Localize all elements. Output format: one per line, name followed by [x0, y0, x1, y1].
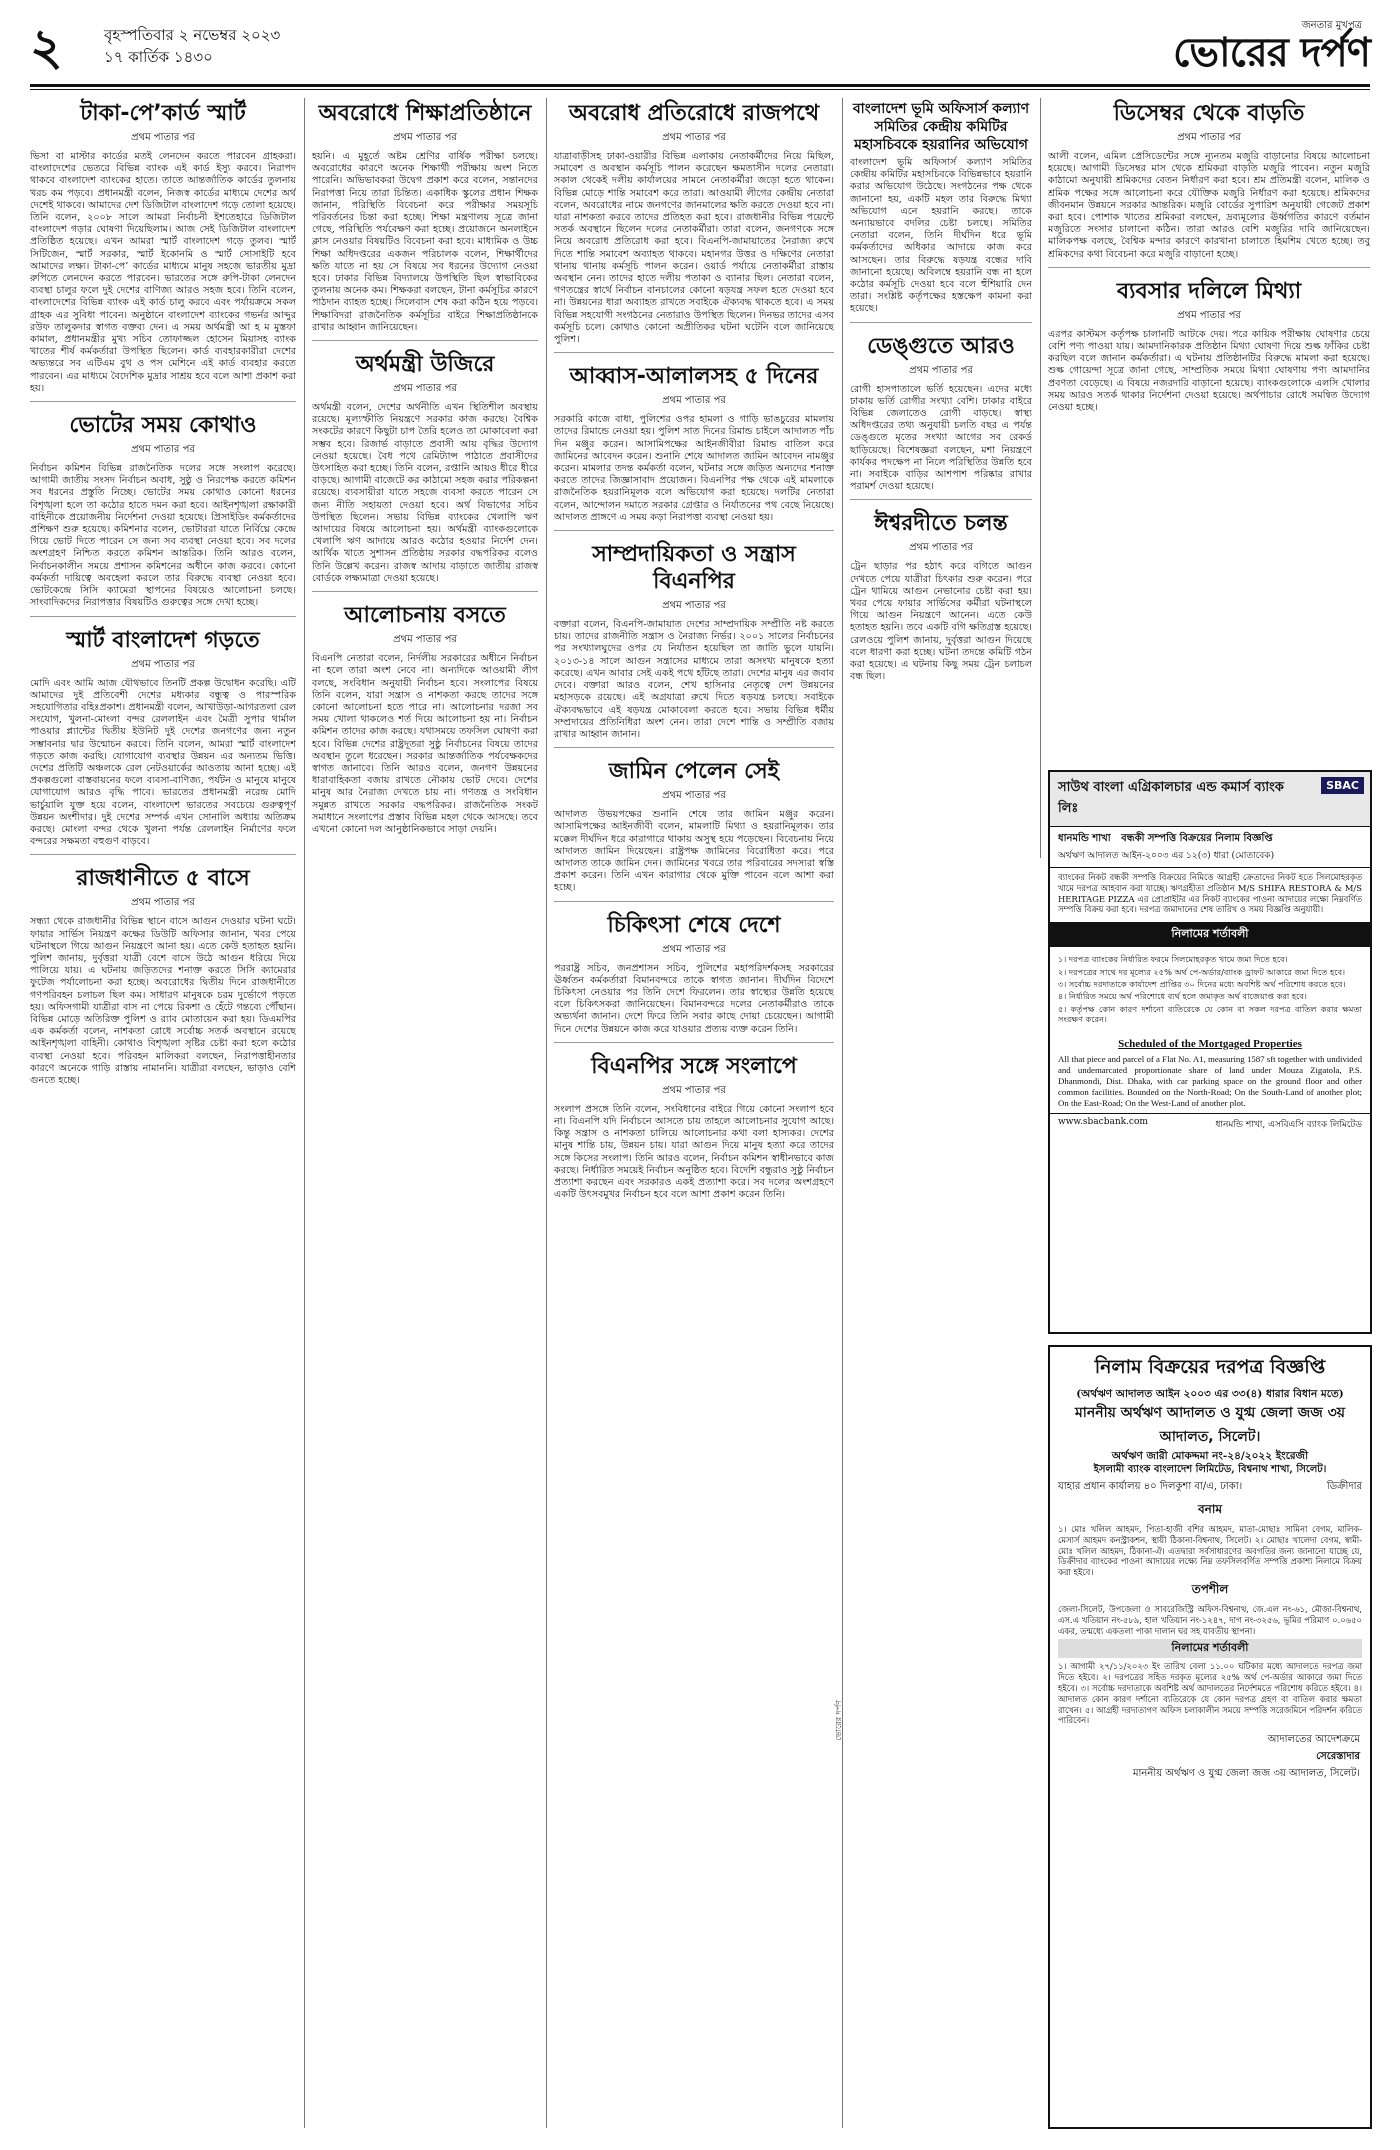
headline: বাংলাদেশ ভূমি অফিসার্স কল্যাণ সমিতির কেন্দ্রীয় কমিটির মহাসচিবকে হয়রানির অভিযোগ	[852, 101, 1030, 153]
terms-title: নিলামের শর্তাবলী	[1058, 1639, 1362, 1658]
bank-auction-notice	[1048, 770, 1372, 1334]
versus-label: বনাম	[1198, 1502, 1222, 1516]
story-body: পররাষ্ট্র সচিব, জনপ্রশাসন সচিব, পুলিশের মহাপরিদর্শকসহ সরকারের ঊর্ধ্বতন কর্মকর্তারা বিমানবন্দরে তাকে স্বাগত জানান। দীর্ঘদিন বিদেশে চিকিৎসা নেওয়ার পর তিনি দেশে ফিরলেন। তার স্বাস্থ্যের উন্নতি হয়েছে বলে চিকিৎসকরা জানিয়েছেন। বিমানবন্দরে দলের নেতাকর্মীরাও তাকে অভ্যর্থনা জানান। দেশে ফিরে তিনি সবার কাছে দোয়া চেয়েছেন। আগামী দিনে দেশের উন্নয়নে কাজ করে যাওয়ার প্রত্যয় ব্যক্ত করেন তিনি।	[554, 962, 834, 1035]
story-body: যাত্রাবাড়ীসহ ঢাকা-ওয়ারীর বিভিন্ন এলাকায় নেতাকর্মীদের নিয়ে মিছিল, সমাবেশ ও অবস্থান কর্মসূচি পালন করেছেন ক্ষমতাসীন দলের নেতারা। সকাল থেকেই দলীয় কার্যালয়ের সামনে নেতাকর্মীরা জড়ো হতে থাকেন। বিভিন্ন মোড়ে শান্তি সমাবেশ করে তারা। আওয়ামী লীগের কেন্দ্রীয় নেতারা বলেন, অবরোধের নামে জনগণের জানমালের ক্ষতি করতে দেওয়া হবে না। যারা নাশকতা করবে তাদের প্রতিহত করা হবে। রাজধানীর বিভিন্ন পয়েন্টে সতর্ক অবস্থানে ছিলেন দলের নেতাকর্মীরা। তারা বলেন, জনগণকে সঙ্গে নিয়ে অবরোধ প্রতিরোধ করা হবে। বিএনপি-জামায়াতের নৈরাজ্য রুখে দিতে শান্তি সমাবেশ অব্যাহত থাকবে। মহানগর উত্তর ও দক্ষিণের নেতারা থানায় থানায় কর্মসূচি পালন করেন। ওয়ার্ড পর্যায়ে নেতাকর্মীরা রাস্তায় অবস্থান নেন। তাদের হাতে দলীয় পতাকা ও ব্যানার ছিল। নেতারা বলেন, গণতন্ত্রের স্বার্থে নির্বাচন বানচালের কোনো ষড়যন্ত্র সফল হতে দেওয়া হবে না। উন্নয়নের ধারা অব্যাহত রাখতে সবাইকে ঐক্যবদ্ধ থাকতে হবে। এ সময় বিভিন্ন সহযোগী সংগঠনের নেতারাও উপস্থিত ছিলেন। দিনভর তাদের এসব কর্মসূচি চলে। কোথাও কোনো অপ্রীতিকর ঘটনা ঘটেনি বলে জানিয়েছে পুলিশ।	[554, 151, 834, 346]
headline: রাজধানীতে ৫ বাসে	[76, 866, 250, 892]
continuation-label: প্রথম পাতার পর	[662, 600, 726, 612]
headline: সাম্প্রদায়িকতা ও সন্ত্রাস বিএনপির	[592, 542, 796, 595]
continuation-label: প্রথম পাতার পর	[131, 444, 195, 456]
headline: স্মার্ট বাংলাদেশ গড়তে	[66, 627, 260, 653]
headline: ডেঙ্গুতে আরও	[867, 333, 1015, 359]
schedule-body: জেলা-সিলেট, উপজেলা ও সাবরেজিস্ট্রি অফিস-বিশ্বনাথ, জে.এল নং-৬১, মৌজা-বিশ্বনাথ, এস.এ খতিয়ান নং-৫৮৯, হাল খতিয়ান নং-১২৪৭, দাগ নং-৩২৫৬, ভূমির পরিমাণ ০.০৬৫০ একর, তন্মধ্যে একতলা পাকা দালান ঘর সহ যাবতীয় স্থাপনা।	[1058, 1603, 1362, 1636]
continuation-label: প্রথম পাতার পর	[393, 132, 457, 143]
notice-title: নিলাম বিক্রয়ের দরপত্র বিজ্ঞপ্তি	[1094, 1356, 1326, 1378]
sign-court: মাননীয় অর্থঋণ ও যুগ্ম জেলা জজ ৩য় আদালত, সিলেট।	[1132, 1768, 1360, 1780]
story-blockade-education	[312, 100, 538, 341]
term-item: ১। দরপত্র ব্যাংকের নির্ধারিত ফরমে সিলমোহরকৃত খামে জমা দিতে হবে।	[1058, 954, 1288, 965]
continuation-label: প্রথম পাতার পর	[131, 897, 195, 909]
continuation-label: প্রথম পাতার পর	[1177, 309, 1241, 321]
bank-website-link[interactable]: www.sbacbank.com	[1058, 1116, 1148, 1127]
terms-title: নিলামের শর্তাবলী	[1050, 922, 1370, 947]
property-schedule	[1050, 1031, 1370, 1113]
headline: বিএনপির সঙ্গে সংলাপে	[591, 1053, 797, 1079]
bank-name	[1050, 772, 1370, 827]
column-1	[30, 98, 296, 2128]
continuation-label: প্রথম পাতার পর	[662, 1084, 726, 1096]
schedule-body: All that piece and parcel of a Flat No. A1, measuring 1587 sft together with undivided and undemarcated proportionate share of land under Mouza Zigatola, P.S. Dhanmondi, Dist. Dhaka, with car parking space on the ground floor and other common facilities. Bounded on the North-Road; On the South-Land of another plot; On the East-Road; On the West-Land of another plot.	[1058, 1053, 1362, 1108]
story-body: আদালত উভয়পক্ষের শুনানি শেষে তার জামিন মঞ্জুর করেন। আসামিপক্ষের আইনজীবী বলেন, মামলাটি মিথ্যা ও হয়রানিমূলক। তার মক্কেল দীর্ঘদিন ধরে কারাগারে থাকায় অসুস্থ হয়ে পড়েছেন। বিবেচনায় নিয়ে আদালত জামিন দিয়েছেন। রাষ্ট্রপক্ষ জামিনের বিরোধিতা করে। পরে আদালত তাকে জামিন দেন। জামিনের খবরে তার পরিবারের সদস্যরা স্বস্তি প্রকাশ করেন। তিনি এখন কারাগার থেকে মুক্তি পাবেন বলে আশা করা হচ্ছে।	[554, 809, 834, 894]
story-vote-time	[30, 412, 296, 616]
story-body: আলী বলেন, এমিল প্রেসিডেন্টের সঙ্গে ন্যূনতম মজুরি বাড়ানোর বিষয়ে আলোচনা হয়েছে। আগামী ডিসেম্বর মাস থেকে শ্রমিকরা বাড়তি মজুরি পাবেন। নতুন মজুরি কাঠামো অনুযায়ী শ্রমিকদের বেতন নির্ধারণ করা হবে। শ্রম প্রতিমন্ত্রী বলেন, মালিক ও শ্রমিক পক্ষের সঙ্গে আলোচনা করে যৌক্তিক মজুরি নির্ধারণ করা হয়েছে। শ্রমিকদের জীবনমান উন্নয়নে সরকার আন্তরিক। মজুরি বোর্ডের সুপারিশ অনুযায়ী গেজেট প্রকাশ করা হবে। পোশাক খাতের শ্রমিকরা বলছেন, দ্রব্যমূল্যের ঊর্ধ্বগতির কারণে বর্তমান মজুরিতে সংসার চালানো কঠিন। তারা আরও বেশি মজুরির দাবি জানিয়েছেন। মালিকপক্ষ বলছে, বৈশ্বিক মন্দার কারণে কারখানা চালাতে হিমশিম খেতে হচ্ছে। তবু শ্রমিকদের কথা বিবেচনা করে মজুরি বাড়ানো হচ্ছে।	[1048, 151, 1370, 260]
headline: ভোটের সময় কোথাও	[69, 413, 257, 439]
continuation-label: প্রথম পাতার পর	[131, 132, 195, 143]
column-divider	[304, 98, 305, 2128]
story-body: নির্বাচন কমিশন বিভিন্ন রাজনৈতিক দলের সঙ্গে সংলাপ করেছে। আগামী জাতীয় সংসদ নির্বাচন অবাধ, সুষ্ঠু ও নিরপেক্ষ করতে কমিশন সব ধরনের প্রস্তুতি নিচ্ছে। ভোটের সময় কোথাও কোনো ধরনের বিশৃঙ্খলা হলে তা কঠোর হাতে দমন করা হবে। আইনশৃঙ্খলা রক্ষাকারী বাহিনীকে প্রয়োজনীয় নির্দেশনা দেওয়া হয়েছে। প্রিসাইডিং কর্মকর্তাদের প্রশিক্ষণ শুরু হয়েছে। কমিশনার বলেন, ভোটাররা যাতে নির্বিঘ্নে কেন্দ্রে গিয়ে ভোট দিতে পারেন সে জন্য সব ব্যবস্থা নেওয়া হবে। সব দলের অংশগ্রহণ নিশ্চিত করতে কমিশন আন্তরিক। তিনি আরও বলেন, নির্বাচনকালীন সময়ে প্রশাসন কমিশনের অধীনে কাজ করবে। কোনো কর্মকর্তা দায়িত্বে অবহেলা করলে তার বিরুদ্ধে ব্যবস্থা নেওয়া হবে। ভোটকেন্দ্রে সিসি ক্যামেরা স্থাপনের বিষয়েও আলোচনা চলছে। সাংবাদিকদের নিরাপত্তার বিষয়টিও গুরুত্বের সঙ্গে দেখা হচ্ছে।	[30, 463, 296, 609]
story-body: রোগী হাসপাতালে ভর্তি হয়েছেন। এদের মধ্যে ঢাকায় ভর্তি রোগীর সংখ্যা বেশি। ঢাকার বাইরে বিভিন্ন জেলাতেও রোগী বাড়ছে। স্বাস্থ্য অধিদপ্তরের তথ্য অনুযায়ী চলতি বছর এ পর্যন্ত ডেঙ্গুতে মৃতের সংখ্যা আগের সব রেকর্ড ছাড়িয়েছে। বিশেষজ্ঞরা বলছেন, মশা নিয়ন্ত্রণে কার্যকর পদক্ষেপ না নিলে পরিস্থিতির উন্নতি হবে না। সবাইকে বাড়ির আশপাশ পরিষ্কার রাখার পরামর্শ দেওয়া হয়েছে।	[850, 383, 1032, 493]
headline: অর্থমন্ত্রী উজিরে	[355, 352, 495, 378]
story-body: সন্ধ্যা থেকে রাজধানীর বিভিন্ন স্থানে বাসে আগুন দেওয়ার ঘটনা ঘটে। ফায়ার সার্ভিস নিয়ন্ত্রণ কক্ষের ডিউটি অফিসার জানান, খবর পেয়ে ঘটনাস্থলে গিয়ে আগুন নিয়ন্ত্রণে আনা হয়। এতে কেউ হতাহত হয়নি। পুলিশ জানায়, দুর্বৃত্তরা যাত্রী বেশে বাসে উঠে আগুন ধরিয়ে দিয়ে পালিয়ে যায়। এ ঘটনায় জড়িতদের শনাক্ত করতে সিসি ক্যামেরার ফুটেজ পর্যালোচনা করা হচ্ছে। অবরোধের দ্বিতীয় দিনে রাজধানীতে গণপরিবহন চলাচল ছিল কম। সাধারণ মানুষকে চরম দুর্ভোগে পড়তে হয়। অফিসগামী যাত্রীরা বাস না পেয়ে রিকশা ও হেঁটে গন্তব্যে পৌঁছান। বিভিন্ন মোড়ে অতিরিক্ত পুলিশ ও র‌্যাব মোতায়েন করা হয়। ডিএমপির এক কর্মকর্তা বলেন, নাশকতা রোধে সর্বোচ্চ সতর্ক অবস্থানে রয়েছে আইনশৃঙ্খলা বাহিনী। কোথাও বিশৃঙ্খলা সৃষ্টির চেষ্টা করা হলে কঠোর ব্যবস্থা নেওয়া হবে। পরিবহন মালিকরা বলছেন, নিরাপত্তাহীনতার কারণে অনেকে গাড়ি রাস্তায় নামাননি। যাত্রীরা বলছেন, ভাড়াও বেশি গুনতে হচ্ছে।	[30, 916, 296, 1086]
headline: টাকা-পে’কার্ড স্মার্ট	[80, 101, 246, 126]
story-body: বক্তারা বলেন, বিএনপি-জামায়াত দেশের সাম্প্রদায়িক সম্প্রীতি নষ্ট করতে চায়। তাদের রাজনীতি সন্ত্রাস ও নৈরাজ্য নির্ভর। ২০০১ সালের নির্বাচনের পর সংখ্যালঘুদের ওপর যে নির্যাতন হয়েছিল তা জাতি ভুলে যায়নি। ২০১৩-১৪ সালে আগুন সন্ত্রাসের মাধ্যমে তারা অসংখ্য মানুষকে হত্যা করেছে। এখন আবার সেই একই পথে হাঁটছে তারা। দেশের মানুষ এর জবাব দেবে। বক্তারা আরও বলেন, শেখ হাসিনার নেতৃত্বে দেশ উন্নয়নের মহাসড়কে রয়েছে। এই অগ্রযাত্রা রুখে দিতে ষড়যন্ত্র চলছে। সবাইকে ঐক্যবদ্ধভাবে এই ষড়যন্ত্র মোকাবেলা করতে হবে। সভায় বিভিন্ন ধর্মীয় সম্প্রদায়ের প্রতিনিধিরা অংশ নেন। তারা দেশে শান্তি ও সম্প্রীতি বজায় রাখার আহ্বান জানান।	[554, 619, 834, 740]
term-item: ৪। নির্ধারিত সময়ে অর্থ পরিশোধে ব্যর্থ হলে জমাকৃত অর্থ বাজেয়াপ্ত করা হবে।	[1058, 991, 1307, 1002]
headline: অবরোধে শিক্ষাপ্রতিষ্ঠানে	[318, 101, 532, 126]
branch-name: ধানমন্ডি শাখা	[1058, 833, 1111, 844]
schedule-title: Scheduled of the Mortgaged Properties	[1118, 1037, 1302, 1050]
term-item: ৩। সর্বোচ্চ দরদাতাকে কার্যাদেশ প্রাপ্তির ৩০ দিনের মধ্যে অবশিষ্ট অর্থ পরিশোধ করতে হবে।	[1058, 979, 1346, 989]
story-body: বিএনপি নেতারা বলেন, নির্দলীয় সরকারের অধীনে নির্বাচন না হলে তারা অংশ নেবে না। অন্যদিকে আওয়ামী লীগ বলছে, সংবিধান অনুযায়ী নির্বাচন হবে। সংলাপের বিষয়ে তিনি বলেন, যারা সন্ত্রাস ও নাশকতা করছে তাদের সঙ্গে কোনো আলোচনা হতে পারে না। আলোচনার দরজা সব সময় খোলা থাকলেও শর্ত দিয়ে আলোচনা হয় না। নির্বাচন কমিশন তাদের কাজ করছে। যথাসময়ে তফসিল ঘোষণা করা হবে। বিভিন্ন দেশের রাষ্ট্রদূতরা সুষ্ঠু নির্বাচনের বিষয়ে তাদের অবস্থান তুলে ধরেছেন। সরকার আন্তর্জাতিক পর্যবেক্ষকদের স্বাগত জানাবে। তিনি আরও বলেন, জনগণ উন্নয়নের ধারাবাহিকতা বজায় রাখতে নৌকায় ভোট দেবে। দেশের মানুষ আর নৈরাজ্য দেখতে চায় না। গণতন্ত্র ও সংবিধান সমুন্নত রাখতে সরকার বদ্ধপরিকর। রাজনৈতিক সংকট সমাধানে সংলাপের প্রস্তাব বিভিন্ন মহল থেকে আসছে। তবে এখনো কোনো দল আনুষ্ঠানিকভাবে সাড়া দেয়নি।	[312, 653, 538, 835]
side-margin-note: ভোরের দর্পণ	[834, 1700, 843, 1741]
continuation-label: প্রথম পাতার পর	[909, 542, 973, 554]
headline: আলোচনায় বসতে	[344, 603, 506, 629]
column-divider	[1040, 98, 1041, 858]
head-office: যাহার প্রধান কার্যালয় ৪০ দিলকুশা বা/এ, ঢাকা।	[1058, 1481, 1243, 1492]
terms-body: ১। আগামী ২৭/১১/২০২৩ ইং তারিখ বেলা ১১.০০ ঘটিকার মধ্যে আদালতে দরপত্র জমা দিতে হইবে। ২। দরপত্রের সহিত দরকৃত মূল্যের ২৫% অর্থ পে-অর্ডার আকারে জমা দিতে হইবে। ৩। সর্বোচ্চ দরদাতাকে অবশিষ্ট অর্থ আদালতের নির্দেশমতে পরিশোধ করিতে হইবে। ৪। আদালত কোন কারণ দর্শানো ব্যতিরেকে যে কোন দরপত্র গ্রহণ বা বাতিল করার ক্ষমতা রাখেন। ৫। আগ্রহী দরদাতাগণ অফিস চলাকালীন সময়ে সম্পত্তি সরেজমিনে পরিদর্শন করিতে পারিবেন।	[1058, 1661, 1362, 1726]
story-taka-pay-card	[30, 100, 296, 402]
column-4	[850, 98, 1032, 1118]
story-body: মোদি এবং আমি আজ যৌথভাবে তিনটি প্রকল্প উদ্বোধন করেছি। এটি আমাদের দুই প্রতিবেশী দেশের মধ্যকার বন্ধুত্ব ও পারস্পরিক সহযোগিতার বহিঃপ্রকাশ। প্রধানমন্ত্রী বলেন, আখাউড়া-আগরতলা রেল সংযোগ, খুলনা-মোংলা বন্দর রেললাইন এবং মৈত্রী সুপার থার্মাল পাওয়ার প্ল্যান্টের দ্বিতীয় ইউনিট দুই দেশের জনগণের জন্য নতুন সম্ভাবনার দ্বার উন্মোচন করবে। তিনি বলেন, আমরা স্মার্ট বাংলাদেশ গড়তে কাজ করছি। যোগাযোগ ব্যবস্থার উন্নয়ন এর অন্যতম ভিত্তি। দেশের প্রতিটি অঞ্চলকে রেল নেটওয়ার্কের আওতায় আনা হচ্ছে। এই প্রকল্পগুলো বাস্তবায়নের ফলে ব্যবসা-বাণিজ্য, পর্যটন ও মানুষে মানুষে যোগাযোগ আরও বৃদ্ধি পাবে। ভারতের প্রধানমন্ত্রী নরেন্দ্র মোদি ভার্চুয়ালি যুক্ত হয়ে বলেন, বাংলাদেশ ভারতের সবচেয়ে গুরুত্বপূর্ণ উন্নয়ন অংশীদার। দুই দেশের সম্পর্ক এখন সোনালি অধ্যায় অতিক্রম করছে। মোংলা বন্দর থেকে খুলনা পর্যন্ত রেললাইন নির্মাণের ফলে বন্দরের সক্ষমতা বহুগুণ বাড়বে।	[30, 677, 296, 848]
column-divider	[546, 98, 547, 2128]
story-december-wage	[1048, 100, 1370, 268]
sign-by: সেরেস্তাদার	[1316, 1751, 1360, 1763]
logo-tagline: জনতার মুখপত্র	[1301, 20, 1362, 31]
headline: চিকিৎসা শেষে দেশে	[607, 912, 781, 938]
notice-body: ব্যাংকের নিকট বন্ধকী সম্পত্তি বিক্রয়ের নিমিত্তে আগ্রহী ক্রেতাদের নিকট হতে সিলমোহরকৃত খামে দরপত্র আহবান করা যাচ্ছে। ঋণগ্রহীতা প্রতিষ্ঠান M/S SHIFA RESTORA & M/S HERITAGE PIZZA এর প্রোপ্রাইটর এর নিকট ব্যাংকের পাওনা আদায়ের লক্ষ্যে নিম্নবর্ণিত সম্পত্তি বিক্রয় করা হবে। দরপত্র জমাদানের শেষ তারিখ ও সময় বিজ্ঞপ্তি অনুযায়ী।	[1058, 872, 1362, 915]
issue-date	[104, 24, 280, 68]
story-body: ট্রেন ছাড়ার পর হঠাৎ করে বগিতে আগুন দেখতে পেয়ে যাত্রীরা চিৎকার শুরু করেন। পরে ট্রেন থামিয়ে আগুন নেভানোর চেষ্টা করা হয়। খবর পেয়ে ফায়ার সার্ভিসের কর্মীরা ঘটনাস্থলে গিয়ে আগুন নিয়ন্ত্রণে আনেন। এতে কেউ হতাহত হয়নি। তবে একটি বগি ক্ষতিগ্রস্ত হয়েছে। রেলওয়ে পুলিশ জানায়, দুর্বৃত্তরা আগুন দিয়েছে বলে ধারণা করা হচ্ছে। ঘটনা তদন্তে কমিটি গঠন করা হয়েছে। এ ঘটনায় কিছু সময় ট্রেন চলাচল বন্ধ ছিল।	[850, 561, 1032, 683]
footer-branch: ধানমন্ডি শাখা, এসবিএসি ব্যাংক লিমিটেড	[1215, 1119, 1362, 1130]
notice-header	[1050, 827, 1370, 868]
story-finance-minister	[312, 351, 538, 592]
story-body: বাংলাদেশ ভূমি অফিসার্স কল্যাণ সমিতির কেন্দ্রীয় কমিটির মহাসচিবকে বিভিন্নভাবে হয়রানি করার অভিযোগ উঠেছে। সংগঠনের পক্ষ থেকে জানানো হয়, একটি মহল তার বিরুদ্ধে মিথ্যা অভিযোগ এনে হয়রানি করছে। তাকে অন্যায়ভাবে বদলির চেষ্টা চলছে। সমিতির নেতারা বলেন, তিনি দীর্ঘদিন ধরে ভূমি কর্মকর্তাদের অধিকার আদায়ে কাজ করে আসছেন। তার বিরুদ্ধে ষড়যন্ত্র বন্ধের দাবি জানানো হয়েছে। অবিলম্বে হয়রানি বন্ধ না হলে কঠোর কর্মসূচি দেওয়া হবে বলে হুঁশিয়ারি দেন তারা। সংশ্লিষ্ট কর্তৃপক্ষের হস্তক্ষেপ কামনা করা হয়েছে।	[850, 157, 1032, 315]
header-rule-thin	[30, 89, 1370, 90]
continuation-label: প্রথম পাতার পর	[662, 790, 726, 802]
story-body: অর্থমন্ত্রী বলেন, দেশের অর্থনীতি এখন স্থিতিশীল অবস্থায় রয়েছে। মূল্যস্ফীতি নিয়ন্ত্রণে সরকার কাজ করছে। বৈশ্বিক সংকটের কারণে কিছুটা চাপ তৈরি হলেও তা মোকাবেলা করা সম্ভব হবে। রিজার্ভ বাড়াতে প্রবাসী আয় বৃদ্ধির উদ্যোগ নেওয়া হয়েছে। বৈধ পথে রেমিট্যান্স পাঠাতে প্রবাসীদের উৎসাহিত করা হচ্ছে। তিনি বলেন, রপ্তানি আয়ও ধীরে ধীরে বাড়ছে। আগামী বাজেটে কর কাঠামো সহজ করার পরিকল্পনা রয়েছে। ব্যবসায়ীরা যাতে সহজে ব্যবসা করতে পারেন সে জন্য নীতি সহায়তা দেওয়া হবে। অর্থ বিভাগের সচিব উপস্থিত ছিলেন। সভায় বিভিন্ন ব্যাংকের খেলাপি ঋণ আদায়ের বিষয়ে আলোচনা হয়। অর্থমন্ত্রী ব্যাংকগুলোকে খেলাপি ঋণ আদায়ে আরও কঠোর হওয়ার নির্দেশ দেন। আর্থিক খাতে সুশাসন প্রতিষ্ঠায় সরকার বদ্ধপরিকর বলেও তিনি উল্লেখ করেন। রাজস্ব আদায় বাড়াতে জাতীয় রাজস্ব বোর্ডকে লক্ষ্যমাত্রা দেওয়া হয়েছে।	[312, 402, 538, 584]
story-smart-bangladesh	[30, 627, 296, 856]
continuation-label: প্রথম পাতার পর	[131, 658, 195, 670]
column-3	[554, 98, 834, 2128]
continuation-label: প্রথম পাতার পর	[393, 383, 457, 395]
story-body: হয়নি। এ মুহূর্তে অষ্টম শ্রেণির বার্ষিক পরীক্ষা চলছে। অবরোধের কারণে অনেক শিক্ষার্থী পরীক্ষায় অংশ নিতে পারেনি। অভিভাবকরা উদ্বেগ প্রকাশ করে বলেন, সন্তানদের নিরাপত্তা নিয়ে তারা চিন্তিত। একাধিক স্কুলের প্রধান শিক্ষক জানান, পরিস্থিতি বিবেচনা করে পরীক্ষার সময়সূচি পরিবর্তনের চিন্তা করা হচ্ছে। শিক্ষা মন্ত্রণালয় সূত্রে জানা গেছে, পরিস্থিতি পর্যবেক্ষণ করা হচ্ছে। প্রয়োজনে অনলাইনে ক্লাস নেওয়ার বিষয়টিও বিবেচনা করা হবে। মাধ্যমিক ও উচ্চ শিক্ষা অধিদপ্তরের একজন পরিচালক বলেন, শিক্ষার্থীদের ক্ষতি যাতে না হয় সে বিষয়ে সব ধরনের উদ্যোগ নেওয়া হবে। ঢাকার বিভিন্ন বিদ্যালয়ে উপস্থিতি ছিল স্বাভাবিকের তুলনায় অনেক কম। শিক্ষকরা বলছেন, টানা কর্মসূচির কারণে পাঠদান ব্যাহত হচ্ছে। সিলেবাস শেষ করা কঠিন হয়ে পড়বে। শিক্ষাবিদরা রাজনৈতিক কর্মসূচির বাইরে শিক্ষাপ্রতিষ্ঠানকে রাখার আহ্বান জানিয়েছেন।	[312, 151, 538, 333]
story-dialogue	[312, 602, 538, 842]
headline: অবরোধ প্রতিরোধে রাজপথে	[568, 101, 820, 126]
notice-footer	[1050, 1113, 1370, 1135]
continuation-label: প্রথম পাতার পর	[662, 943, 726, 955]
decree-holder-label: ডিক্রীদার	[1326, 1481, 1362, 1492]
terms-list	[1050, 950, 1370, 1030]
page-header	[30, 18, 1370, 80]
signature-block	[1050, 1726, 1370, 1783]
story-blockade-resist	[554, 100, 834, 353]
plaintiff-row	[1050, 1477, 1370, 1498]
date-gregorian: বৃহস্পতিবার ২ নভেম্বর ২০২৩	[104, 26, 281, 44]
story-business-document	[1048, 278, 1370, 420]
defendants-body: ১। মোঃ খলিল আহমদ, পিতা-হাজী বশির আহমদ, মাতা-মোছাঃ সামিনা বেগম, মালিক-মেসার্স আহমদ কনস্ট্রাকশন, স্থায়ী ঠিকানা-বিশ্বনাথ, সিলেট। ২। মোছাঃ খালেদা বেগম, স্বামী-মোঃ খলিল আহমদ, ঠিকানা-ঐ। এতদ্বারা সর্বসাধারণের অবগতির জন্য জানানো যাচ্ছে যে, ডিক্রীদার ব্যাংকের পাওনা আদায়ের লক্ষ্যে নিম্ন তফসিলবর্ণিত সম্পত্তি প্রকাশ্য নিলামে বিক্রয় করা হইবে।	[1058, 1524, 1362, 1578]
continuation-label: প্রথম পাতার পর	[662, 132, 726, 143]
bank-logo: SBAC	[1321, 777, 1364, 794]
date-bengali: ১৭ কার্তিক ১৪৩০	[104, 48, 213, 66]
page-number: ২	[30, 17, 63, 76]
story-dengue	[850, 333, 1032, 501]
continuation-label: প্রথম পাতার পর	[393, 634, 457, 646]
continuation-label: প্রথম পাতার পর	[909, 364, 973, 376]
headline: জামিন পেলেন সেই	[608, 759, 780, 785]
story-land-officers	[850, 100, 1032, 323]
story-body: ভিসা বা মাস্টার কার্ডের মতই লেনদেন করতে পারবেন গ্রাহকরা। বাংলাদেশের ভেতরে বিভিন্ন ব্যাংক এই কার্ড ইস্যু করবে। নিরাপদ থাকবে বাংলাদেশ ব্যাংকের হাতে। তাতে আন্তর্জাতিক কার্ডের তুলনায় খরচ কম পড়বে। প্রধানমন্ত্রী বলেন, নিজস্ব কার্ডের মাধ্যমে দেশের অর্থ দেশেই থাকবে। আমাদের দেশ ডিজিটাল বাংলাদেশ গড়ে তোলা হয়েছে। তিনি বলেন, ২০০৮ সালে আমরা নির্বাচনী ইশতেহারে ডিজিটাল বাংলাদেশ গড়ার ঘোষণা দিয়েছিলাম। আজ সেই ডিজিটাল বাংলাদেশ প্রতিষ্ঠিত হয়েছে। এখন আমরা স্মার্ট বাংলাদেশ গড়ে তুলব। স্মার্ট সিটিজেন, স্মার্ট সরকার, স্মার্ট ইকোনমি ও স্মার্ট সোসাইটি হবে আমাদের লক্ষ্য। টাকা-পে’ কার্ডের মাধ্যমে মানুষ সহজে ভারতীয় মুদ্রা রুপিতে লেনদেন করতে পারবেন। ভারতের সঙ্গে রুপি-টাকা লেনদেন ব্যবস্থা চালুর ফলে দুই দেশের বাণিজ্য আরও সহজ হবে। তিনি বলেন, বাংলাদেশের বিভিন্ন ব্যাংক এই কার্ড চালু করবে এবং পর্যায়ক্রমে সকল গ্রাহক এর সুবিধা পাবেন। অনুষ্ঠানে বাংলাদেশ ব্যাংকের গভর্নর আব্দুর রউফ তালুকদার স্বাগত বক্তব্য দেন। এ সময় অর্থমন্ত্রী আ হ ম মুস্তফা কামাল, প্রধানমন্ত্রীর মুখ্য সচিব তোফাজ্জল হোসেন মিয়াসহ ব্যাংক খাতের শীর্ষ কর্মকর্তারা উপস্থিত ছিলেন। কার্ড ব্যবহারকারীরা দেশের অভ্যন্তরে সব এটিএম বুথ ও পস মেশিনে এই কার্ড ব্যবহার করতে পারবেন। এর মাধ্যমে বৈদেশিক মুদ্রার সাশ্রয় হবে বলে আশা প্রকাশ করা হয়।	[30, 151, 296, 394]
headline: ব্যবসার দলিলে মিথ্যা	[1116, 278, 1302, 304]
headline: ঈশ্বরদীতে চলন্ত	[874, 511, 1008, 537]
plaintiff: ইসলামী ব্যাংক বাংলাদেশ লিমিটেড, বিশ্বনাথ শাখা, সিলেট।	[1093, 1464, 1327, 1475]
case-number: অর্থঋণ জারী মোকদ্দমা নং-২৪/২০২২ ইংরেজী	[1111, 1450, 1309, 1462]
column-2	[312, 98, 538, 2128]
story-communalism	[554, 541, 834, 748]
notice-act: অর্থঋণ আদালত আইন-২০০৩ এর ১২(৩) ধারা (মোতাবেক)	[1058, 851, 1275, 861]
story-body: সংলাপ প্রসঙ্গে তিনি বলেন, সংবিধানের বাইরে গিয়ে কোনো সংলাপ হবে না। বিএনপি যদি নির্বাচনে আসতে চায় তাহলে আলোচনার সুযোগ আছে। কিন্তু সন্ত্রাস ও নাশকতা চালিয়ে আলোচনার কথা বলা হাস্যকর। দেশের মানুষ শান্তি চায়, উন্নয়ন চায়। যারা আগুন দিয়ে মানুষ হত্যা করে তাদের সঙ্গে কিসের সংলাপ। তিনি আরও বলেন, নির্বাচন কমিশন স্বাধীনভাবে কাজ করছে। নির্ধারিত সময়েই নির্বাচন অনুষ্ঠিত হবে। বিদেশি বন্ধুরাও সুষ্ঠু নির্বাচন প্রত্যাশা করছেন এবং সরকারও একই প্রত্যাশা করে। সব দলের অংশগ্রহণে একটি উৎসবমুখর নির্বাচন হবে বলে আশা প্রকাশ করেন তিনি।	[554, 1103, 834, 1201]
headline: আব্বাস-আলালসহ ৫ দিনের	[569, 364, 819, 390]
headline: ডিসেম্বর থেকে বাড়তি	[1113, 101, 1305, 126]
court-name: মাননীয় অর্থঋণ আদালত ও যুগ্ম জেলা জজ ৩য় আদালত, সিলেট।	[1075, 1405, 1345, 1445]
story-abbas-alal	[554, 363, 834, 531]
column-5	[1048, 98, 1370, 758]
term-item: ৫। কর্তৃপক্ষ কোন কারণ দর্শানো ব্যতিরেকে যে কোন বা সকল দরপত্র বাতিল করার ক্ষমতা সংরক্ষণ করেন।	[1058, 1003, 1362, 1025]
continuation-label: প্রথম পাতার পর	[1177, 132, 1241, 143]
story-body: এরপর কাস্টমস কর্তৃপক্ষ চালানটি আটকে দেয়। পরে কায়িক পরীক্ষায় ঘোষণার চেয়ে বেশি পণ্য পাওয়া যায়। আমদানিকারক প্রতিষ্ঠান মিথ্যা ঘোষণা দিয়ে শুল্ক ফাঁকির চেষ্টা করছিল বলে জানান কর্মকর্তারা। এ ঘটনায় প্রতিষ্ঠানটির বিরুদ্ধে মামলা করা হয়েছে। শুল্ক গোয়েন্দা সূত্রে জানা গেছে, সাম্প্রতিক সময়ে মিথ্যা ঘোষণায় পণ্য আমদানির প্রবণতা বেড়েছে। এ বিষয়ে নজরদারি বাড়ানো হয়েছে। ব্যাংকগুলোকে এলসি খোলার সময় আরও সতর্ক থাকার নির্দেশনা দেওয়া হয়েছে। অর্থপাচার রোধে সমন্বিত উদ্যোগ নেওয়া হচ্ছে।	[1048, 328, 1370, 414]
story-bnp-dialogue	[554, 1053, 834, 1208]
header-rule	[30, 84, 1370, 87]
story-ishwardi-train	[850, 510, 1032, 689]
court-auction-notice	[1048, 1345, 1372, 2129]
story-treatment	[554, 912, 834, 1043]
schedule-title: তপশীল	[1191, 1581, 1229, 1596]
notice-subtitle: (অর্থঋণ আদালত আইন ২০০৩ এর ৩৩(৪) ধারার বিধান মতে)	[1076, 1388, 1344, 1400]
story-capital-buses	[30, 865, 296, 1093]
story-body: সরকারি কাজে বাধা, পুলিশের ওপর হামলা ও গাড়ি ভাঙচুরের মামলায় তাদের রিমান্ডে নেওয়া হয়। পুলিশ সাত দিনের রিমান্ড চাইলে আদালত পাঁচ দিন মঞ্জুর করেন। আসামিপক্ষের আইনজীবীরা রিমান্ড বাতিল করে জামিনের আবেদন করেন। শুনানি শেষে আদালত জামিন আবেদন নামঞ্জুর করেন। মামলার তদন্ত কর্মকর্তা বলেন, ঘটনার সঙ্গে জড়িত অন্যদের শনাক্ত করতে তাদের জিজ্ঞাসাবাদ প্রয়োজন। বিএনপির পক্ষ থেকে এই মামলাকে রাজনৈতিক হয়রানিমূলক বলে অভিযোগ করা হয়েছে। দলটির নেতারা বলেন, আন্দোলন দমাতে সরকার গ্রেপ্তার ও নির্যাতনের পথ বেছে নিয়েছে। আদালত প্রাঙ্গণে এ সময় কড়া নিরাপত্তা ব্যবস্থা নেওয়া হয়।	[554, 414, 834, 523]
newspaper-logo: ভোরের দর্পণ	[1173, 30, 1370, 76]
story-bail	[554, 758, 834, 901]
column-divider	[842, 98, 843, 2128]
bank-name-text: সাউথ বাংলা এগ্রিকালচার এন্ড কমার্স ব্যাংক লিঃ	[1058, 780, 1284, 816]
term-item: ২। দরপত্রের সাথে দর মূল্যের ২৫% অর্থ পে-অর্ডার/ব্যাংক ড্রাফট আকারে জমা দিতে হবে।	[1058, 966, 1346, 977]
continuation-label: প্রথম পাতার পর	[662, 395, 726, 407]
sign-label: আদালতের আদেশক্রমে	[1267, 1734, 1360, 1746]
notice-title: বন্ধকী সম্পত্তি বিক্রয়ের নিলাম বিজ্ঞপ্তি	[1121, 833, 1273, 844]
